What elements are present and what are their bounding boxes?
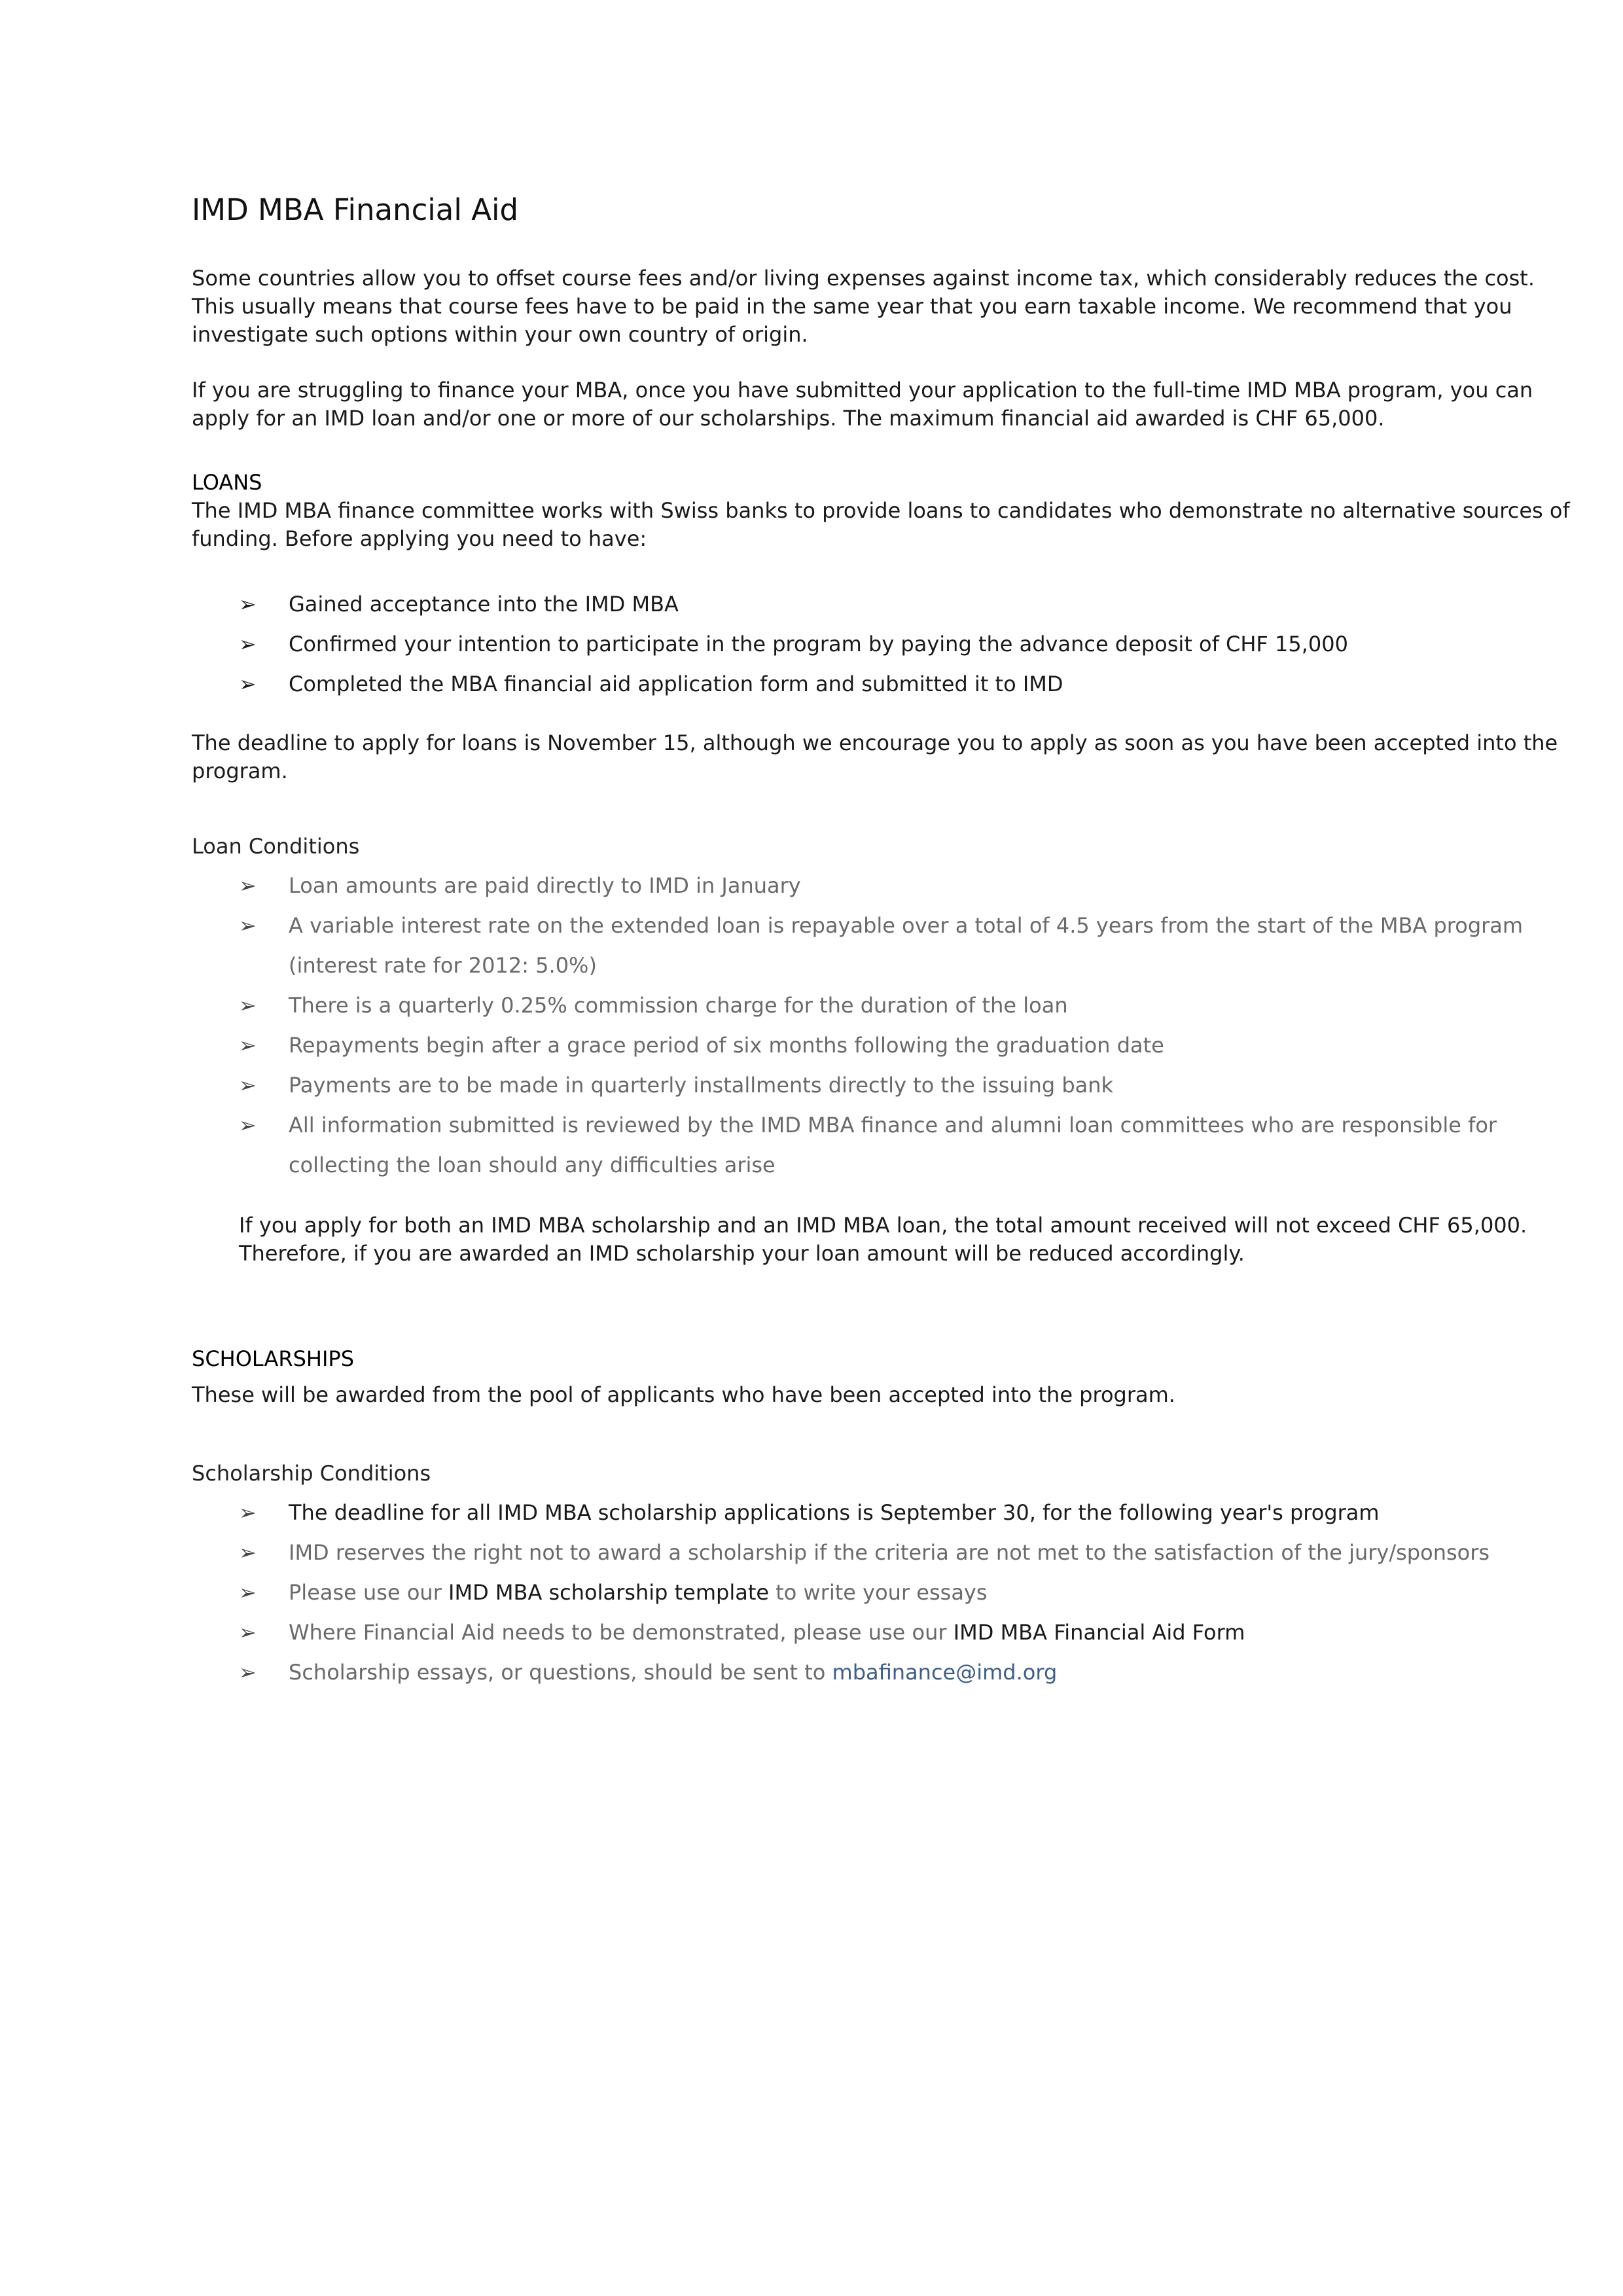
list-item: ➢ Payments are to be made in quarterly installments directly to the issuing bank xyxy=(192,1066,1579,1105)
arrow-bullet-icon: ➢ xyxy=(239,632,257,656)
arrow-bullet-icon: ➢ xyxy=(239,873,257,898)
scholarships-description: These will be awarded from the pool of applicants who have been accepted into the program. xyxy=(192,1382,1175,1407)
intro-paragraph-1: Some countries allow you to offset course fees and/or living expenses against income tax, which considerably reduces the cost. This usually means that course fees have to be paid in the same year that you earn taxable income. We recommend that you investigate such options within your own country of origin. xyxy=(192,266,1535,347)
list-item: ➢ Repayments begin after a grace period of six months following the graduation date xyxy=(192,1026,1579,1066)
scholarships-heading: SCHOLARSHIPS xyxy=(192,1346,355,1371)
intro-paragraph-2: If you are struggling to finance your MBA, once you have submitted your application to the full-time IMD MBA program, you can apply for an IMD loan and/or one or more of our scholarships. The maximum financial aid awarded is CHF 65,000. xyxy=(192,378,1533,431)
arrow-bullet-icon: ➢ xyxy=(239,1033,257,1058)
list-item: ➢ Completed the MBA financial aid application form and submitted it to IMD xyxy=(192,664,1579,704)
list-item: ➢ Gained acceptance into the IMD MBA xyxy=(192,584,1579,624)
arrow-bullet-icon: ➢ xyxy=(239,592,257,617)
list-item: ➢ Please use our IMD MBA scholarship template to write your essays xyxy=(192,1573,1579,1613)
list-item: ➢ Loan amounts are paid directly to IMD in January xyxy=(192,866,1579,906)
list-item: ➢ All information submitted is reviewed by the IMD MBA finance and alumni loan committees who are responsible for collecting the loan should any difficulties arise xyxy=(192,1105,1579,1185)
loan-conditions-list xyxy=(192,866,1579,1185)
loans-heading: LOANS xyxy=(192,470,262,495)
list-item: ➢ A variable interest rate on the extended loan is repayable over a total of 4.5 years from the start of the MBA program (interest rate for 2012: 5.0%) xyxy=(192,906,1579,986)
list-item: ➢ Confirmed your intention to participate in the program by paying the advance deposit of CHF 15,000 xyxy=(192,624,1579,664)
email-link[interactable]: mbafinance@imd.org xyxy=(832,1660,1058,1685)
loans-description: The IMD MBA finance committee works with Swiss banks to provide loans to candidates who demonstrate no alternative sources of funding. Before applying you need to have: xyxy=(192,498,1570,551)
document-page xyxy=(192,190,1579,1693)
arrow-bullet-icon: ➢ xyxy=(239,1113,257,1138)
arrow-bullet-icon: ➢ xyxy=(239,1540,257,1565)
scholarship-conditions-list xyxy=(192,1493,1579,1693)
arrow-bullet-icon: ➢ xyxy=(239,1660,257,1685)
list-item: ➢ Where Financial Aid needs to be demonstrated, please use our IMD MBA Financial Aid Form xyxy=(192,1613,1579,1653)
arrow-bullet-icon: ➢ xyxy=(239,1073,257,1098)
financial-aid-form-link[interactable]: IMD MBA Financial Aid Form xyxy=(953,1620,1245,1645)
arrow-bullet-icon: ➢ xyxy=(239,913,257,938)
page-title: IMD MBA Financial Aid xyxy=(192,192,519,227)
list-item: ➢ IMD reserves the right not to award a scholarship if the criteria are not met to the satisfaction of the jury/sponsors xyxy=(192,1533,1579,1573)
arrow-bullet-icon: ➢ xyxy=(239,672,257,696)
loan-conditions-heading: Loan Conditions xyxy=(192,834,360,859)
list-item: ➢ The deadline for all IMD MBA scholarship applications is September 30, for the following year's program xyxy=(192,1493,1579,1533)
list-item: ➢ There is a quarterly 0.25% commission charge for the duration of the loan xyxy=(192,986,1579,1026)
scholarship-template-link[interactable]: IMD MBA scholarship template xyxy=(448,1580,770,1605)
list-item: ➢ Scholarship essays, or questions, should be sent to mbafinance@imd.org xyxy=(192,1653,1579,1693)
arrow-bullet-icon: ➢ xyxy=(239,1500,257,1525)
arrow-bullet-icon: ➢ xyxy=(239,993,257,1018)
scholarship-conditions-heading: Scholarship Conditions xyxy=(192,1461,431,1486)
loan-scholarship-note: If you apply for both an IMD MBA scholarship and an IMD MBA loan, the total amount received will not exceed CHF 65,000. Therefore, if you are awarded an IMD scholarship your loan amount will be reduced accordingly. xyxy=(239,1213,1527,1266)
loans-deadline: The deadline to apply for loans is November 15, although we encourage you to apply as soon as you have been accepted into the program. xyxy=(192,730,1558,783)
arrow-bullet-icon: ➢ xyxy=(239,1580,257,1605)
loan-requirements-list xyxy=(192,584,1579,704)
arrow-bullet-icon: ➢ xyxy=(239,1620,257,1645)
